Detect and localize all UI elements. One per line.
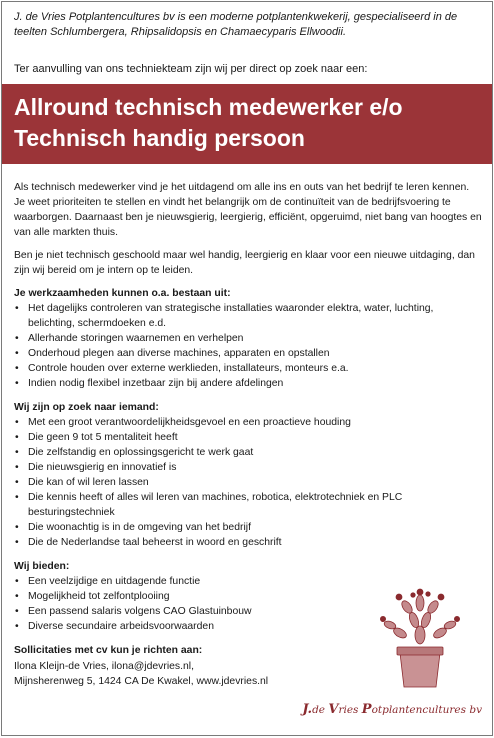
contact-line-2: Mijnsherenweg 5, 1424 CA De Kwakel, www.jdevries.nl xyxy=(14,676,269,687)
contact-line-1: Ilona Kleijn-de Vries, ilona@jdevries.nl, xyxy=(14,661,194,672)
list-item: • Het dagelijks controleren van strategische installaties waaronder elektra, water, luchting, belichting, schermdoeken e.d. xyxy=(14,301,482,331)
tasks-list xyxy=(14,301,482,391)
company-logo-text: J.de Vries Potplantencultures bv xyxy=(302,702,482,717)
list-item: • Die kennis heeft of alles wil leren van machines, robotica, elektrotechniek en PLC besturingstechniek xyxy=(14,490,482,520)
paragraph-description: Als technisch medewerker vind je het uitdagend om alle ins en outs van het bedrijf te leren kennen. Je weet prioriteiten te stellen en vindt het belangrijk om de continuïteit van de bedrijfsvoering te waarborgen. Daarnaast ben je nieuwsgierig, leergierig, efficiënt, opgeruimd, niet bang van hoogtes en van alle markten thuis. xyxy=(14,182,482,238)
list-item: • Die zelfstandig en oplossingsgericht te werk gaat xyxy=(14,445,482,460)
paragraph-training: Ben je niet technisch geschoold maar wel handig, leergierig en klaar voor een nieuwe uitdaging, dan zijn wij bereid om je intern op te leiden. xyxy=(14,250,475,276)
job-title-line-1: Allround technisch medewerker e/o xyxy=(14,94,403,120)
section-heading-tasks: Je werkzaamheden kunnen o.a. bestaan uit: xyxy=(14,288,231,299)
list-item: • Diverse secundaire arbeidsvoorwaarden xyxy=(14,619,482,634)
list-item: • Die de Nederlandse taal beheerst in woord en geschrift xyxy=(14,535,482,550)
list-item: • Mogelijkheid tot zelfontplooiing xyxy=(14,589,482,604)
job-title-banner xyxy=(2,84,492,164)
profile-list xyxy=(14,415,482,550)
list-item: • Die woonachtig is in de omgeving van het bedrijf xyxy=(14,520,482,535)
company-intro: J. de Vries Potplantencultures bv is een moderne potplantenkwekerij, gespecialiseerd in de teelten Schlumbergera, Rhipsalidopsis en Chamaecyparis Ellwoodii. xyxy=(14,11,458,38)
list-item: • Indien nodig flexibel inzetbaar zijn bij andere afdelingen xyxy=(14,376,482,391)
list-item: • Allerhande storingen waarnemen en verhelpen xyxy=(14,331,482,346)
list-item: • Die kan of wil leren lassen xyxy=(14,475,482,490)
contact-heading: Sollicitaties met cv kun je richten aan: xyxy=(14,645,203,656)
list-item: • Met een groot verantwoordelijkheidsgevoel en een proactieve houding xyxy=(14,415,482,430)
list-item: • Een passend salaris volgens CAO Glastuinbouw xyxy=(14,604,482,619)
list-item: • Een veelzijdige en uitdagende functie xyxy=(14,574,482,589)
section-heading-offer: Wij bieden: xyxy=(14,561,70,572)
job-title-line-2: Technisch handig persoon xyxy=(14,125,305,151)
list-item: • Die nieuwsgierig en innovatief is xyxy=(14,460,482,475)
list-item: • Onderhoud plegen aan diverse machines, apparaten en opstallen xyxy=(14,346,482,361)
section-heading-profile: Wij zijn op zoek naar iemand: xyxy=(14,402,159,413)
list-item: • Die geen 9 tot 5 mentaliteit heeft xyxy=(14,430,482,445)
vacancy-page xyxy=(1,1,493,736)
lead-text: Ter aanvulling van ons techniekteam zijn wij per direct op zoek naar een: xyxy=(14,63,368,75)
list-item: • Controle houden over externe werklieden, installateurs, monteurs e.a. xyxy=(14,361,482,376)
